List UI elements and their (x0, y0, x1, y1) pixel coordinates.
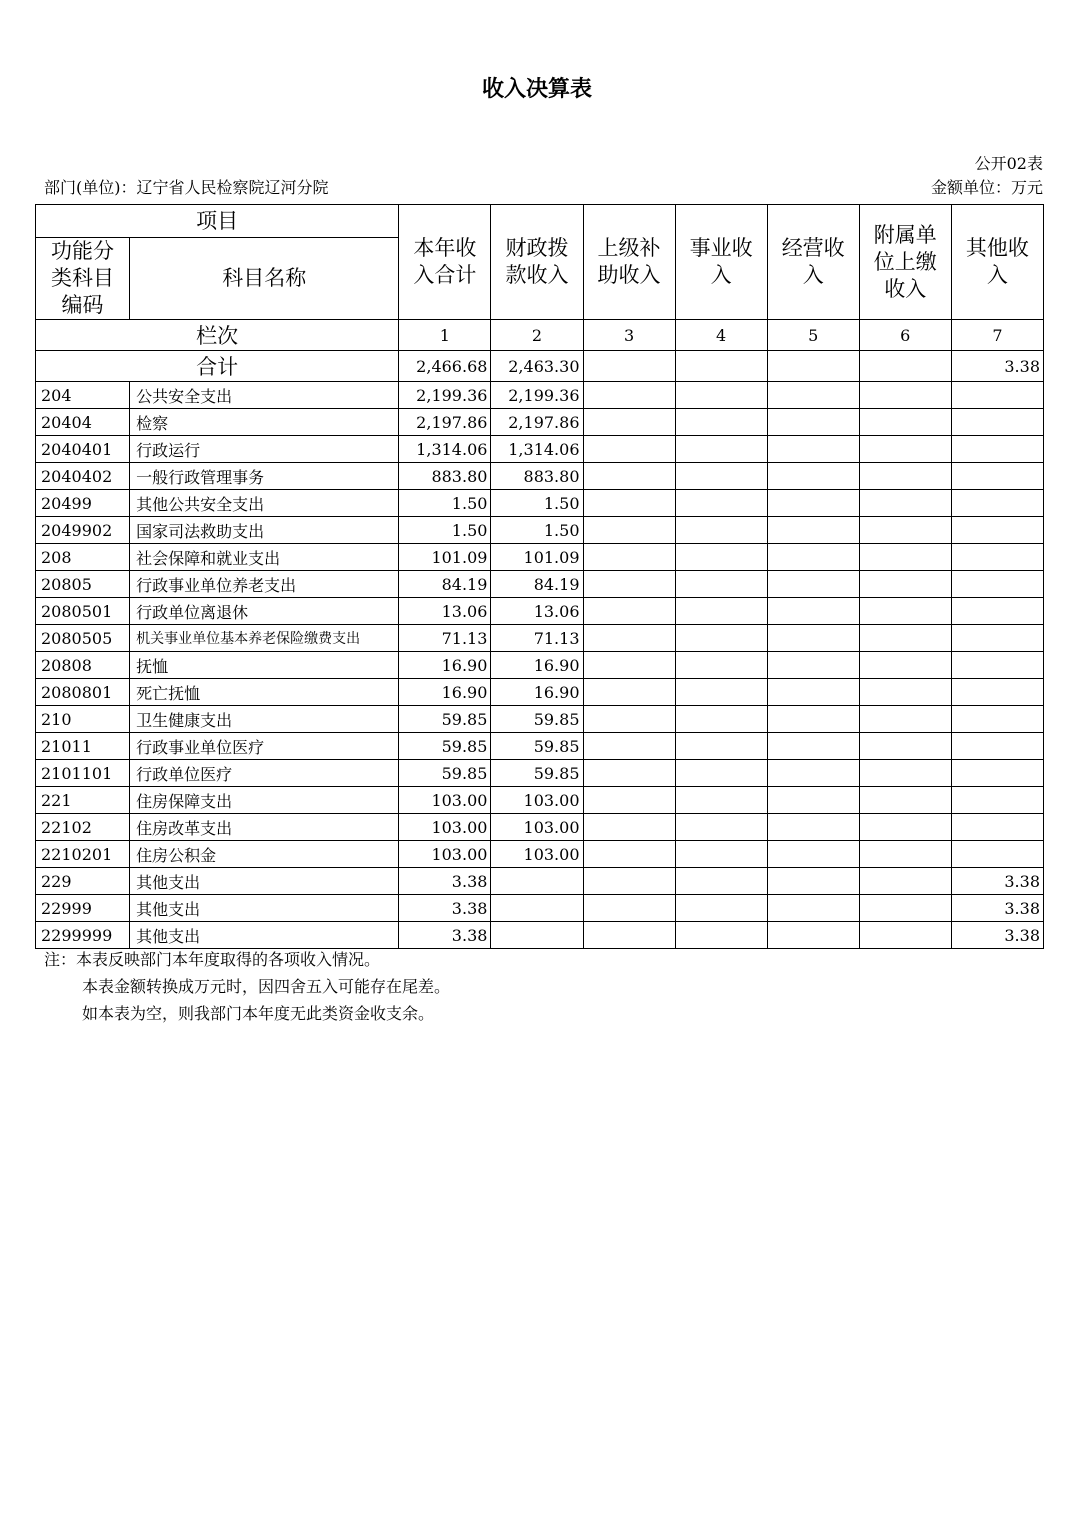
subject-name: 其他支出 (130, 895, 399, 922)
amount-cell (859, 868, 951, 895)
amount-cell: 1,314.06 (399, 436, 491, 463)
amount-cell (767, 787, 859, 814)
amount-cell (767, 625, 859, 652)
header-col-other: 其他收入 (951, 205, 1043, 320)
amount-cell: 71.13 (399, 625, 491, 652)
subject-code: 2049902 (36, 517, 130, 544)
subject-name: 公共安全支出 (130, 382, 399, 409)
amount-cell: 3.38 (951, 895, 1043, 922)
amount-cell: 2,197.86 (491, 409, 583, 436)
amount-cell (491, 895, 583, 922)
amount-cell: 84.19 (399, 571, 491, 598)
subject-name: 行政事业单位医疗 (130, 733, 399, 760)
total-row (36, 351, 1044, 382)
subject-code: 20404 (36, 409, 130, 436)
amount-cell (767, 814, 859, 841)
income-table (35, 204, 1044, 949)
amount-cell (583, 544, 675, 571)
amount-cell (951, 814, 1043, 841)
subject-code: 2210201 (36, 841, 130, 868)
amount-cell (951, 841, 1043, 868)
table-row (36, 598, 1044, 625)
table-row (36, 733, 1044, 760)
subject-code: 2040402 (36, 463, 130, 490)
table-row (36, 625, 1044, 652)
amount-cell: 1.50 (491, 490, 583, 517)
amount-cell (859, 409, 951, 436)
amount-cell (583, 652, 675, 679)
amount-cell (951, 625, 1043, 652)
amount-cell (859, 517, 951, 544)
subject-name: 国家司法救助支出 (130, 517, 399, 544)
amount-cell (859, 490, 951, 517)
subject-name: 住房保障支出 (130, 787, 399, 814)
amount-cell: 16.90 (491, 652, 583, 679)
amount-cell: 1.50 (399, 517, 491, 544)
total-value (675, 351, 767, 382)
subject-code: 208 (36, 544, 130, 571)
table-row (36, 814, 1044, 841)
amount-cell (951, 571, 1043, 598)
amount-cell (951, 706, 1043, 733)
header-col-total: 本年收入合计 (399, 205, 491, 320)
amount-cell (675, 409, 767, 436)
notes (44, 946, 450, 1027)
amount-cell (675, 868, 767, 895)
index-number: 3 (583, 320, 675, 351)
amount-cell: 883.80 (491, 463, 583, 490)
amount-cell (859, 625, 951, 652)
amount-cell: 103.00 (491, 787, 583, 814)
note-line: 注：本表反映部门本年度取得的各项收入情况。 (44, 950, 381, 969)
subject-code: 21011 (36, 733, 130, 760)
amount-cell (675, 760, 767, 787)
amount-cell (951, 544, 1043, 571)
header-col-affiliated: 附属单位上缴收入 (859, 205, 951, 320)
amount-cell (767, 760, 859, 787)
amount-cell (675, 706, 767, 733)
amount-cell (767, 841, 859, 868)
amount-cell: 16.90 (399, 679, 491, 706)
index-row (36, 320, 1044, 351)
amount-cell (583, 787, 675, 814)
amount-cell (767, 922, 859, 949)
subject-code: 20499 (36, 490, 130, 517)
amount-cell (859, 571, 951, 598)
amount-cell (491, 922, 583, 949)
table-row (36, 517, 1044, 544)
amount-cell (859, 814, 951, 841)
amount-cell (583, 814, 675, 841)
amount-cell: 103.00 (491, 841, 583, 868)
subject-name: 其他支出 (130, 922, 399, 949)
subject-code: 20805 (36, 571, 130, 598)
total-value (767, 351, 859, 382)
amount-cell: 2,199.36 (491, 382, 583, 409)
amount-cell (583, 841, 675, 868)
table-row (36, 436, 1044, 463)
amount-cell: 59.85 (491, 706, 583, 733)
amount-cell: 1.50 (399, 490, 491, 517)
amount-cell (859, 787, 951, 814)
subject-name: 住房改革支出 (130, 814, 399, 841)
amount-cell (583, 409, 675, 436)
amount-cell (951, 463, 1043, 490)
amount-cell (491, 868, 583, 895)
subject-code: 2080501 (36, 598, 130, 625)
amount-cell (583, 571, 675, 598)
table-row (36, 544, 1044, 571)
amount-cell (675, 787, 767, 814)
amount-cell (583, 598, 675, 625)
amount-cell (859, 436, 951, 463)
amount-cell: 2,199.36 (399, 382, 491, 409)
amount-cell (675, 436, 767, 463)
amount-cell: 59.85 (491, 733, 583, 760)
table-row (36, 463, 1044, 490)
total-value: 2,463.30 (491, 351, 583, 382)
amount-cell (675, 841, 767, 868)
amount-cell (675, 598, 767, 625)
amount-cell (675, 733, 767, 760)
amount-cell (675, 625, 767, 652)
index-number: 5 (767, 320, 859, 351)
amount-cell (675, 517, 767, 544)
table-row (36, 382, 1044, 409)
amount-cell (951, 382, 1043, 409)
department-label: 部门(单位)：辽宁省人民检察院辽河分院 (44, 178, 329, 197)
header-col-fiscal: 财政拨款收入 (491, 205, 583, 320)
amount-cell (859, 733, 951, 760)
subject-name: 行政单位医疗 (130, 760, 399, 787)
amount-cell (767, 652, 859, 679)
amount-cell: 59.85 (399, 733, 491, 760)
amount-cell (767, 868, 859, 895)
form-number: 公开02表 (974, 154, 1043, 173)
amount-cell (675, 895, 767, 922)
amount-cell (951, 409, 1043, 436)
table-row (36, 679, 1044, 706)
index-number: 2 (491, 320, 583, 351)
amount-cell (859, 922, 951, 949)
header-col-superior: 上级补助收入 (583, 205, 675, 320)
subject-code: 210 (36, 706, 130, 733)
table-row (36, 760, 1044, 787)
table-row (36, 922, 1044, 949)
amount-cell (675, 814, 767, 841)
subject-name: 死亡抚恤 (130, 679, 399, 706)
amount-cell (767, 517, 859, 544)
subject-name: 检察 (130, 409, 399, 436)
amount-cell (767, 733, 859, 760)
amount-cell (767, 436, 859, 463)
amount-cell (951, 679, 1043, 706)
amount-cell (767, 382, 859, 409)
amount-cell (767, 706, 859, 733)
amount-cell: 1.50 (491, 517, 583, 544)
table-row (36, 706, 1044, 733)
amount-unit-label: 金额单位：万元 (930, 178, 1043, 197)
amount-cell (675, 571, 767, 598)
amount-cell: 101.09 (491, 544, 583, 571)
amount-cell: 16.90 (399, 652, 491, 679)
header-code: 功能分类科目编码 (36, 238, 130, 320)
subject-code: 20808 (36, 652, 130, 679)
amount-cell (675, 382, 767, 409)
subject-name: 行政运行 (130, 436, 399, 463)
amount-cell (767, 490, 859, 517)
amount-cell (951, 436, 1043, 463)
total-value (583, 351, 675, 382)
table-row (36, 571, 1044, 598)
amount-cell (859, 679, 951, 706)
amount-cell: 71.13 (491, 625, 583, 652)
amount-cell: 3.38 (951, 922, 1043, 949)
amount-cell: 3.38 (399, 922, 491, 949)
amount-cell: 3.38 (399, 868, 491, 895)
subject-code: 2080505 (36, 625, 130, 652)
subject-name: 其他支出 (130, 868, 399, 895)
subject-name: 行政单位离退休 (130, 598, 399, 625)
amount-cell: 1,314.06 (491, 436, 583, 463)
header-col-business: 事业收入 (675, 205, 767, 320)
amount-cell: 103.00 (399, 841, 491, 868)
table-row (36, 490, 1044, 517)
subject-name: 社会保障和就业支出 (130, 544, 399, 571)
subject-code: 22102 (36, 814, 130, 841)
amount-cell (583, 895, 675, 922)
amount-cell (951, 490, 1043, 517)
amount-cell (767, 571, 859, 598)
amount-cell (859, 652, 951, 679)
subject-code: 204 (36, 382, 130, 409)
index-number: 1 (399, 320, 491, 351)
subject-name: 行政事业单位养老支出 (130, 571, 399, 598)
amount-cell: 3.38 (951, 868, 1043, 895)
amount-cell (859, 544, 951, 571)
amount-cell (951, 517, 1043, 544)
amount-cell: 13.06 (491, 598, 583, 625)
table-row (36, 868, 1044, 895)
table-row (36, 895, 1044, 922)
amount-cell (675, 922, 767, 949)
header-name: 科目名称 (130, 238, 399, 320)
amount-cell (583, 679, 675, 706)
amount-cell (583, 463, 675, 490)
subject-name: 住房公积金 (130, 841, 399, 868)
amount-cell (583, 517, 675, 544)
amount-cell (583, 490, 675, 517)
amount-cell (583, 625, 675, 652)
amount-cell (675, 544, 767, 571)
amount-cell (859, 382, 951, 409)
amount-cell (583, 868, 675, 895)
amount-cell (675, 463, 767, 490)
total-value: 2,466.68 (399, 351, 491, 382)
amount-cell (767, 409, 859, 436)
note-line: 本表金额转换成万元时，因四舍五入可能存在尾差。 (82, 977, 451, 996)
amount-cell: 2,197.86 (399, 409, 491, 436)
total-label: 合计 (36, 351, 399, 382)
index-label: 栏次 (36, 320, 399, 351)
subject-name: 机关事业单位基本养老保险缴费支出 (130, 625, 399, 652)
amount-cell: 883.80 (399, 463, 491, 490)
amount-cell (767, 463, 859, 490)
total-value (859, 351, 951, 382)
header-item: 项目 (36, 205, 399, 238)
subject-name: 抚恤 (130, 652, 399, 679)
amount-cell (951, 787, 1043, 814)
amount-cell: 84.19 (491, 571, 583, 598)
amount-cell: 16.90 (491, 679, 583, 706)
total-value: 3.38 (951, 351, 1043, 382)
amount-cell (951, 733, 1043, 760)
amount-cell (859, 841, 951, 868)
amount-cell (951, 598, 1043, 625)
amount-cell: 59.85 (399, 760, 491, 787)
table-row (36, 409, 1044, 436)
amount-cell (767, 598, 859, 625)
amount-cell: 103.00 (399, 814, 491, 841)
amount-cell (859, 598, 951, 625)
amount-cell (767, 679, 859, 706)
subject-code: 2040401 (36, 436, 130, 463)
amount-cell (859, 706, 951, 733)
subject-name: 其他公共安全支出 (130, 490, 399, 517)
table-row (36, 787, 1044, 814)
amount-cell: 13.06 (399, 598, 491, 625)
amount-cell (951, 760, 1043, 787)
table-row (36, 652, 1044, 679)
amount-cell: 3.38 (399, 895, 491, 922)
amount-cell: 103.00 (491, 814, 583, 841)
subject-code: 2299999 (36, 922, 130, 949)
amount-cell (859, 463, 951, 490)
subject-code: 221 (36, 787, 130, 814)
index-number: 6 (859, 320, 951, 351)
amount-cell (859, 895, 951, 922)
amount-cell (583, 922, 675, 949)
amount-cell (675, 679, 767, 706)
amount-cell (767, 544, 859, 571)
subject-code: 229 (36, 868, 130, 895)
amount-cell: 101.09 (399, 544, 491, 571)
amount-cell (675, 652, 767, 679)
amount-cell (951, 652, 1043, 679)
subject-name: 一般行政管理事务 (130, 463, 399, 490)
subject-name: 卫生健康支出 (130, 706, 399, 733)
amount-cell (583, 436, 675, 463)
index-number: 4 (675, 320, 767, 351)
amount-cell: 59.85 (491, 760, 583, 787)
amount-cell (583, 733, 675, 760)
amount-cell (583, 382, 675, 409)
table-row (36, 841, 1044, 868)
amount-cell (583, 760, 675, 787)
amount-cell (583, 706, 675, 733)
amount-cell (859, 760, 951, 787)
amount-cell (767, 895, 859, 922)
note-line: 如本表为空，则我部门本年度无此类资金收支余。 (82, 1004, 435, 1023)
subject-code: 2080801 (36, 679, 130, 706)
index-number: 7 (951, 320, 1043, 351)
amount-cell: 103.00 (399, 787, 491, 814)
amount-cell: 59.85 (399, 706, 491, 733)
subject-code: 2101101 (36, 760, 130, 787)
page-title: 收入决算表 (481, 77, 592, 102)
header-col-operating: 经营收入 (767, 205, 859, 320)
amount-cell (675, 490, 767, 517)
subject-code: 22999 (36, 895, 130, 922)
